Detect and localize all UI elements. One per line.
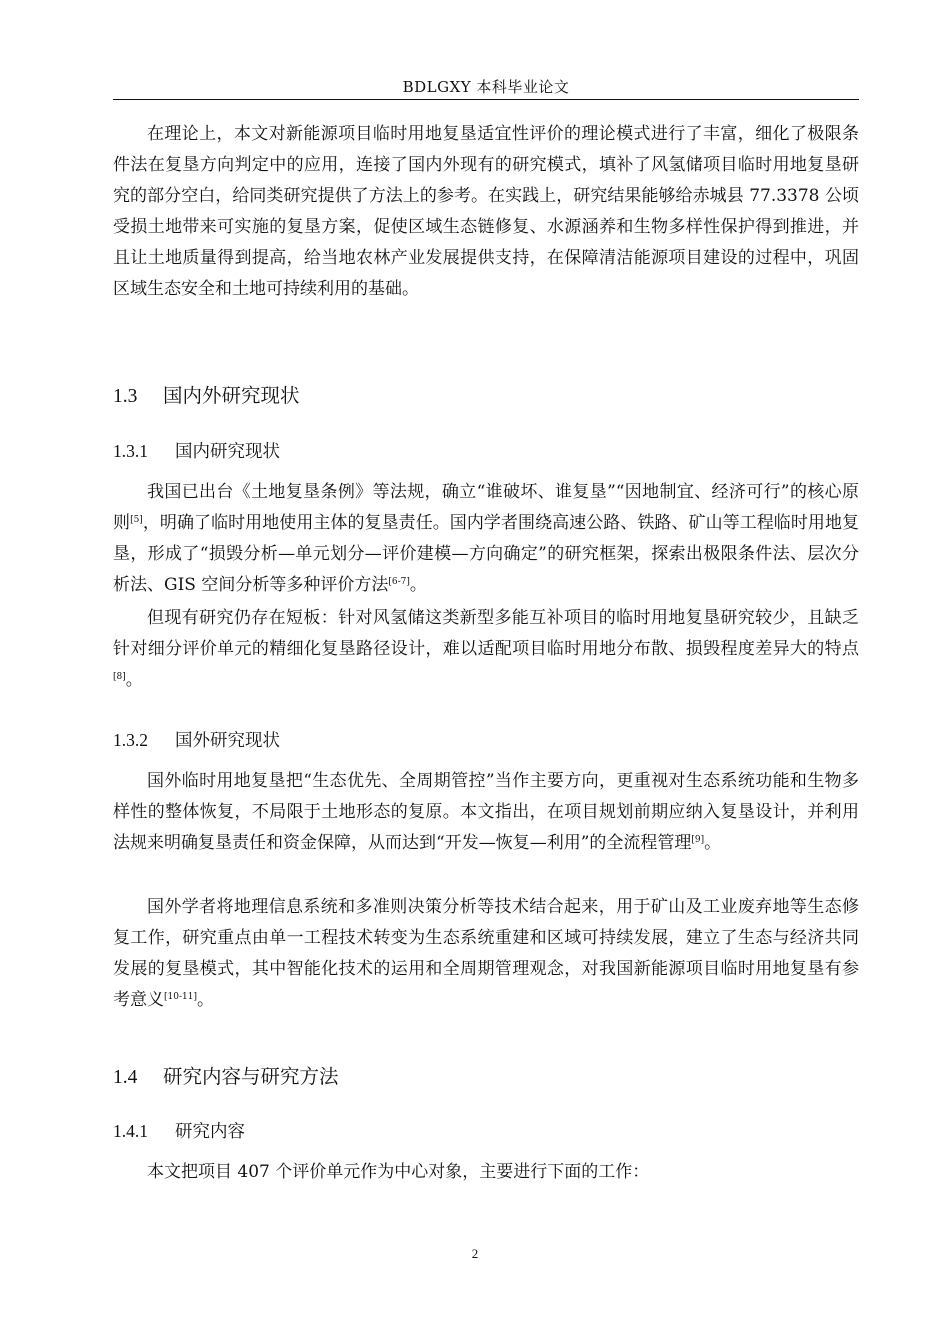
section-heading-1-3 [113,380,300,408]
citation: [6-7] [388,577,410,587]
intro-paragraph: 在理论上，本文对新能源项目临时用地复垦适宜性评价的理论模式进行了丰富，细化了极限条件法在复垦方向判定中的应用，连接了国内外现有的研究模式，填补了风氢储项目临时用地复垦研究的部分空白，给同类研究提供了方法上的参考。在实践上，研究结果能够给赤城县 77.3378 公顷受损土地带来可实施的复垦方案，促使区域生态链修复、水源涵养和生物多样性保护得到推进，并且让土地质量得到提高，给当地农林产业发展提供支持，在保障清洁能源项目建设的过程中，巩固区域生态安全和土地可持续利用的基础。 [113,124,859,299]
subsection-title: 研究内容 [175,1122,245,1142]
paragraph-text: 但现有研究仍存在短板：针对风氢储这类新型多能互补项目的临时用地复垦研究较少，且缺乏针对细分评价单元的精细化复垦路径设计，难以适配项目临时用地分布散、损毁程度差异大的特点 [113,608,859,659]
foreign-paragraph-1 [113,766,859,859]
domestic-paragraph-2 [113,603,859,696]
subsection-heading-1-3-2 [113,727,280,752]
section-title: 国内外研究现状 [163,384,300,407]
domestic-paragraph-1 [113,477,859,601]
citation: [5] [130,515,143,525]
citation: [8] [113,672,126,682]
subsection-number: 1.3.1 [113,441,148,461]
subsection-heading-1-4-1 [113,1118,245,1143]
citation: [9] [691,835,705,845]
section-title: 研究内容与研究方法 [163,1065,339,1088]
running-header: BDLGXY 本科毕业论文 [402,78,570,96]
section-number: 1.4 [113,1067,138,1088]
subsection-number: 1.4.1 [113,1121,148,1141]
subsection-heading-1-3-1 [113,438,280,463]
subsection-title: 国外研究现状 [175,731,280,751]
subsection-number: 1.3.2 [113,730,148,750]
paragraph-text: ，明确了临时用地使用主体的复垦责任。国内学者围绕高速公路、铁路、矿山等工程临时用地复垦，形成了“损毁分析—单元划分—评价建模—方向确定”的研究框架，探索出极限条件法、层次分析法、GIS 空间分析等多种评价方法 [113,513,860,595]
paragraph-end: 。 [125,670,143,690]
citation: [10-11] [164,992,197,1002]
paragraph-text: 国外临时用地复垦把“生态优先、全周期管控”当作主要方向，更重视对生态系统功能和生物多样性的整体恢复，不局限于土地形态的复原。本文指出，在项目规划前期应纳入复垦设计，并利用法规来明确复垦责任和资金保障，从而达到“开发—恢复—利用”的全流程管理 [113,771,859,853]
page-number: 2 [471,1246,479,1261]
subsection-title: 国内研究现状 [175,442,280,462]
paragraph-text: 国外学者将地理信息系统和多准则决策分析等技术结合起来，用于矿山及工业废弃地等生态修复工作，研究重点由单一工程技术转变为生态系统重建和区域可持续发展，建立了生态与经济共同发展的复垦模式，其中智能化技术的运用和全周期管理观念，对我国新能源项目临时用地复垦有参考意义 [113,897,859,1010]
section-heading-1-4 [113,1061,339,1089]
paragraph-end: 。 [409,575,427,595]
paragraph-text: 我国已出台《土地复垦条例》等法规，确立“谁破坏、谁复垦”“因地制宜、经济可行”的核心原则 [113,482,859,533]
research-content-paragraph: 本文把项目 407 个评价单元作为中心对象，主要进行下面的工作： [147,1162,650,1182]
foreign-paragraph-2 [113,892,859,1016]
paragraph-end: 。 [704,833,722,853]
header-rule [113,99,859,100]
section-number: 1.3 [113,386,138,407]
paragraph-end: 。 [196,990,214,1010]
